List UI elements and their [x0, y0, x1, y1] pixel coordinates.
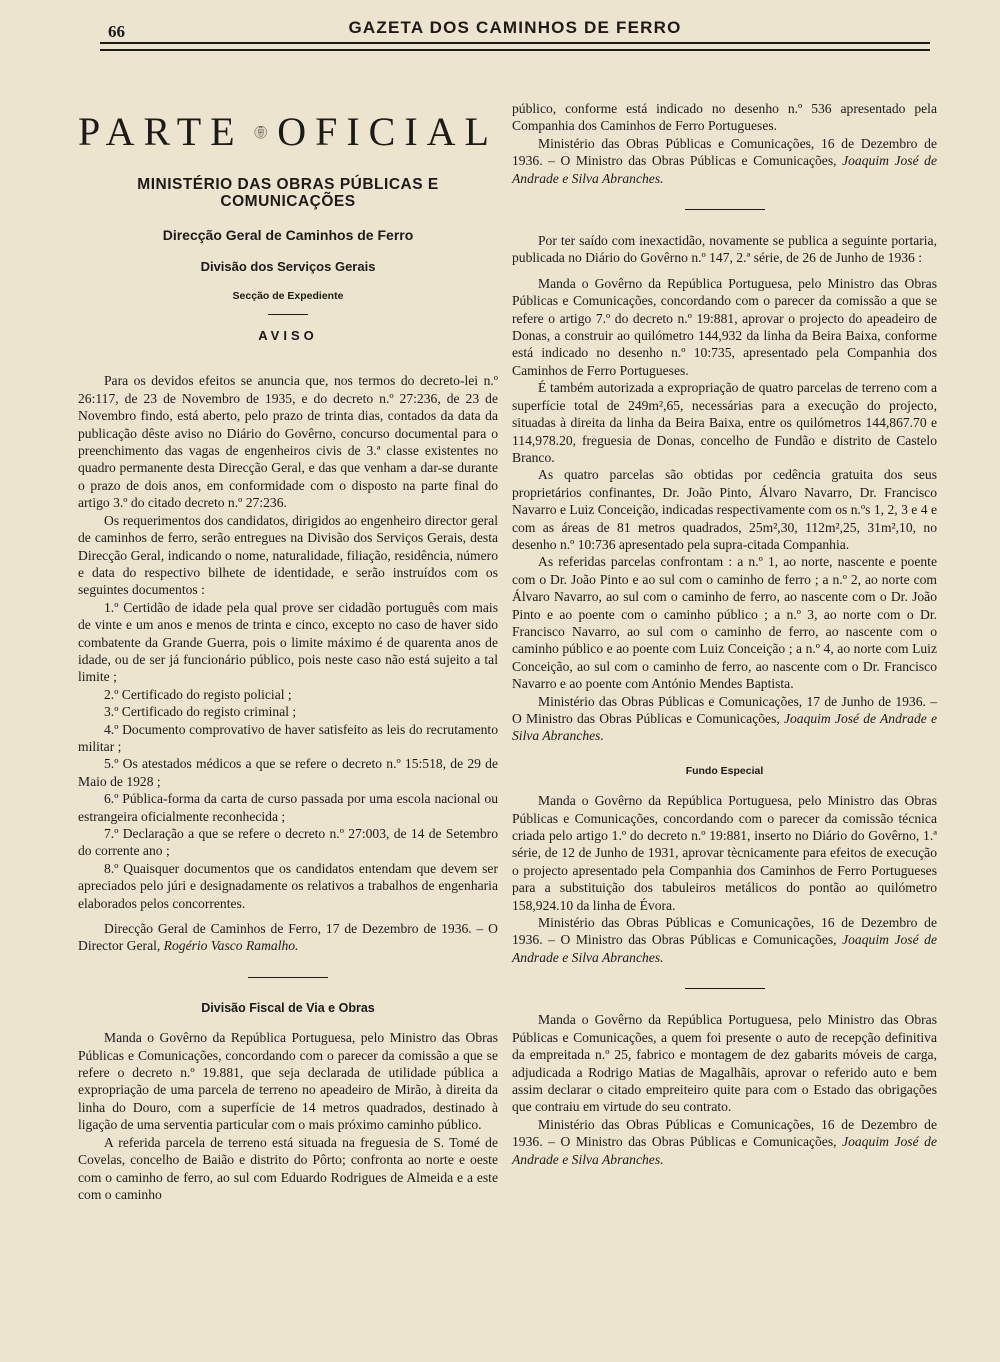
- fiscal-heading: Divisão Fiscal de Via e Obras: [201, 1000, 375, 1015]
- section-heading: Secção de Expediente: [232, 289, 344, 302]
- portaria-paragraph-2: É também autorizada a expropriação de quatro parcelas de terreno com a superfície total de 249m²,65, necessárias para a execução do projecto, situadas à direita da linha da Beira Baixa, entre os quilómetros 144,867.70 e 114,978.20, freguesia de Donas, concelho de Fundão e distrito de Castelo Branco.: [512, 380, 937, 465]
- recepcao-paragraph-1: Manda o Govêrno da República Portuguesa, pelo Ministro das Obras Públicas e Comunicações, a quem foi presente o auto de recepção definitiva da empreitada n.º 25, fabrico e montagem de dez gabarits móveis de carga, adjudicada a Rodrigo Matias de Magalhãis, aprovar o referido auto e bem assim declarar o citado empreiteiro quite para com o Estado das obrigações que contraiu em virtude do seu contrato.: [512, 1012, 937, 1115]
- aviso-item-5: 5.º Os atestados médicos a que se refere o decreto n.º 15:518, de 29 de Maio de 1928 ;: [78, 756, 498, 789]
- masthead: [78, 92, 498, 172]
- aviso-item-8: 8.º Quaisquer documentos que os candidatos entendam que devem ser apreciados pelo júri e designadamente os relativos a trabalhos de engenharia elaborados pelos concorrentes.: [78, 860, 498, 911]
- portuguese-coat-of-arms-icon: [254, 102, 268, 162]
- header-rule: [100, 42, 930, 51]
- directorate-heading: Direcção Geral de Caminhos de Ferro: [162, 226, 414, 243]
- separator-rule: [685, 988, 765, 989]
- portaria-paragraph-1: Manda o Govêrno da República Portuguesa, pelo Ministro das Obras Públicas e Comunicações, concordando com o parecer da comissão a que se refere o artigo 7.º do decreto n.º 19:881, aprovar o projecto do apeadeiro de Donas, a construir ao quilómetro 144,932 da linha da Beira Baixa, conforme está indicado no desenho n.º 10:735, apresentado pela Companhia dos Caminhos de Ferro Portugueses.: [512, 275, 937, 378]
- portaria-paragraph-4: As referidas parcelas confrontam : a n.º 1, ao norte, nascente e poente com o Dr. João Pinto e ao sul com o caminho de ferro ; a n.º 2, ao norte com Álvaro Navarro, ao sul com o caminho de ferro, ao nascente com o Dr. João Pinto e ao poente com o caminho público ; a n.º 3, ao norte com o Dr. Francisco Navarro, ao sul com o caminho de ferro, ao nascente com o caminho público e ao poente com Luiz Conceição ; a n.º 4, ao norte com Luiz Conceição, ao sul com o caminho de ferro, ao nascente com o Dr. Francisco Navarro e ao poente com António Mendes Baptista.: [512, 554, 937, 692]
- fundo-signatory: Joaquim José de Andrade e Silva Abranches.: [512, 932, 937, 965]
- publication-title: GAZETA DOS CAMINHOS DE FERRO: [348, 18, 682, 37]
- fiscal-paragraph-3: público, conforme está indicado no desenho n.º 536 apresentado pela Companhia dos Caminhos de Ferro Portugueses.: [512, 101, 937, 134]
- recepcao-signature: Ministério das Obras Públicas e Comunicações, 16 de Dezembro de 1936. – O Ministro das Obras Públicas e Comunicações, Joaquim José de Andrade e Silva Abranches.: [512, 1116, 937, 1167]
- aviso-signature: Direcção Geral de Caminhos de Ferro, 17 de Dezembro de 1936. – O Director Geral, Rogério Vasco Ramalho.: [78, 921, 498, 954]
- fundo-paragraph-1: Manda o Govêrno da República Portuguesa, pelo Ministro das Obras Públicas e Comunicações, concordando com o parecer da comissão técnica criada pelo artigo 1.º do decreto n.º 19:881, inserto no Diário do Govêrno, 1.ª série, de 12 de Junho de 1931, aprovar tècnicamente para efeitos de execução o projecto apresentado pela Companhia dos Caminhos de Ferro Portugueses para a substituição dos tabuleiros metálicos do pontão ao quilómetro 158,924.10 da linha de Évora.: [512, 793, 937, 913]
- aviso-item-3: 3.º Certificado do registo criminal ;: [104, 704, 297, 720]
- aviso-item-2: 2.º Certificado do registo policial ;: [104, 686, 292, 702]
- masthead-word-parte: PARTE: [78, 109, 244, 155]
- page-header: [100, 14, 930, 44]
- fiscal-signatory: Joaquim José de Andrade e Silva Abranches.: [512, 153, 937, 186]
- page-number: 66: [108, 22, 125, 41]
- division-heading: Divisão dos Serviços Gerais: [200, 259, 376, 275]
- right-column: [512, 100, 937, 1168]
- aviso-item-7: 7.º Declaração a que se refere o decreto n.º 27:003, de 14 de Setembro do corrente ano ;: [78, 826, 498, 859]
- separator-rule: [685, 209, 765, 210]
- left-column: [78, 92, 498, 1203]
- portaria-paragraph-3: As quatro parcelas são obtidas por cedência gratuita dos seus proprietários confinantes, Dr. João Pinto, Álvaro Navarro, Dr. Francisco Navarro e Luiz Conceição, indicadas respectivamente com os n.ºs 1, 2, 3 e 4 e com as áreas de 81 metros quadrados, 25m²,30, 112m²,25, 31m²,10, no desenho n.º 10:736 apresentado pela supra-citada Companhia.: [512, 467, 937, 552]
- aviso-item-4: 4.º Documento comprovativo de haver satisfeito as leis do recrutamento militar ;: [78, 721, 498, 754]
- fiscal-paragraph-1: Manda o Govêrno da República Portuguesa, pelo Ministro das Obras Públicas e Comunicações, concordando com o parecer da comissão a que se refere o decreto n.º 19.881, que seja declarada de utilidade pública a expropriação de uma parcela de terreno no apeadeiro de Mirão, à direita da linha do Douro, com a superfície de 14 metros quadrados, destinado à ligação de uma serventia particular com o mais próximo caminho público.: [78, 1030, 498, 1133]
- recepcao-signatory: Joaquim José de Andrade e Silva Abranches.: [512, 1134, 937, 1167]
- aviso-item-1: 1.º Certidão de idade pela qual prove ser cidadão português com mais de vinte e um anos e menos de trinta e cinco, excepto no caso de haver sido combatente da Grande Guerra, pois o limite máximo é de quarenta anos de idade, ou de ser já funcionário público, pois neste caso não está sujeito a tal limite ;: [78, 599, 498, 685]
- masthead-word-oficial: OFICIAL: [277, 109, 498, 155]
- portaria-signature: Ministério das Obras Públicas e Comunicações, 17 de Junho de 1936. – O Ministro das Obras Públicas e Comunicações, Joaquim José de Andrade e Silva Abranches.: [512, 693, 938, 744]
- aviso-signatory: Rogério Vasco Ramalho.: [163, 938, 299, 954]
- fundo-signature: Ministério das Obras Públicas e Comunicações, 16 de Dezembro de 1936. – O Ministro das Obras Públicas e Comunicações, Joaquim José de Andrade e Silva Abranches.: [512, 915, 937, 965]
- portaria-signatory: Joaquim José de Andrade e Silva Abranches.: [512, 711, 938, 744]
- aviso-item-6: 6.º Pública-forma da carta de curso passada por uma escola nacional ou estrangeira oficialmente reconhecida ;: [78, 791, 498, 824]
- ministry-heading: MINISTÉRIO DAS OBRAS PÚBLICAS E COMUNICAÇÕES: [137, 176, 439, 211]
- portaria-intro: Por ter saído com inexactidão, novamente se publica a seguinte portaria, publicada no Diário do Govêrno n.º 147, 2.ª série, de 26 de Junho de 1936 :: [512, 233, 937, 266]
- aviso-heading: AVISO: [78, 327, 498, 344]
- separator-rule: [248, 977, 328, 978]
- fundo-heading: Fundo Especial: [685, 764, 764, 777]
- aviso-paragraph-2: Os requerimentos dos candidatos, dirigidos ao engenheiro director geral de caminhos de ferro, serão entregues na Divisão dos Serviços Gerais, desta Direcção Geral, indicando o nome, naturalidade, filiação, residência, número e data do respectivo bilhete de identidade, e serão instruídos com os seguintes documentos :: [78, 512, 498, 598]
- aviso-paragraph-1: Para os devidos efeitos se anuncia que, nos termos do decreto-lei n.º 26:117, de 23 de Novembro de 1935, e do decreto n.º 27:236, de 23 de Novembro findo, está aberto, pelo prazo de trinta dias, contados da data da publicação dêste aviso no Diário do Govêrno, concurso documental para o preenchimento das vagas de engenheiros civis de 3.ª classe existentes no quadro permanente desta Direcção Geral, e das que venham a dar-se durante o prazo de dois anos, em conformidade com o disposto na parte final do artigo 3.º do citado decreto n.º 27:236.: [78, 373, 498, 511]
- fiscal-signature: Ministério das Obras Públicas e Comunicações, 16 de Dezembro de 1936. – O Ministro das Obras Públicas e Comunicações, Joaquim José de Andrade e Silva Abranches.: [512, 135, 937, 186]
- fiscal-paragraph-2: A referida parcela de terreno está situada na freguesia de S. Tomé de Covelas, concelho de Baião e distrito do Pôrto; confronta ao norte e oeste com o caminho de ferro, ao sul com Eduardo Rodrigues de Almeida e a este com o caminho: [78, 1134, 498, 1202]
